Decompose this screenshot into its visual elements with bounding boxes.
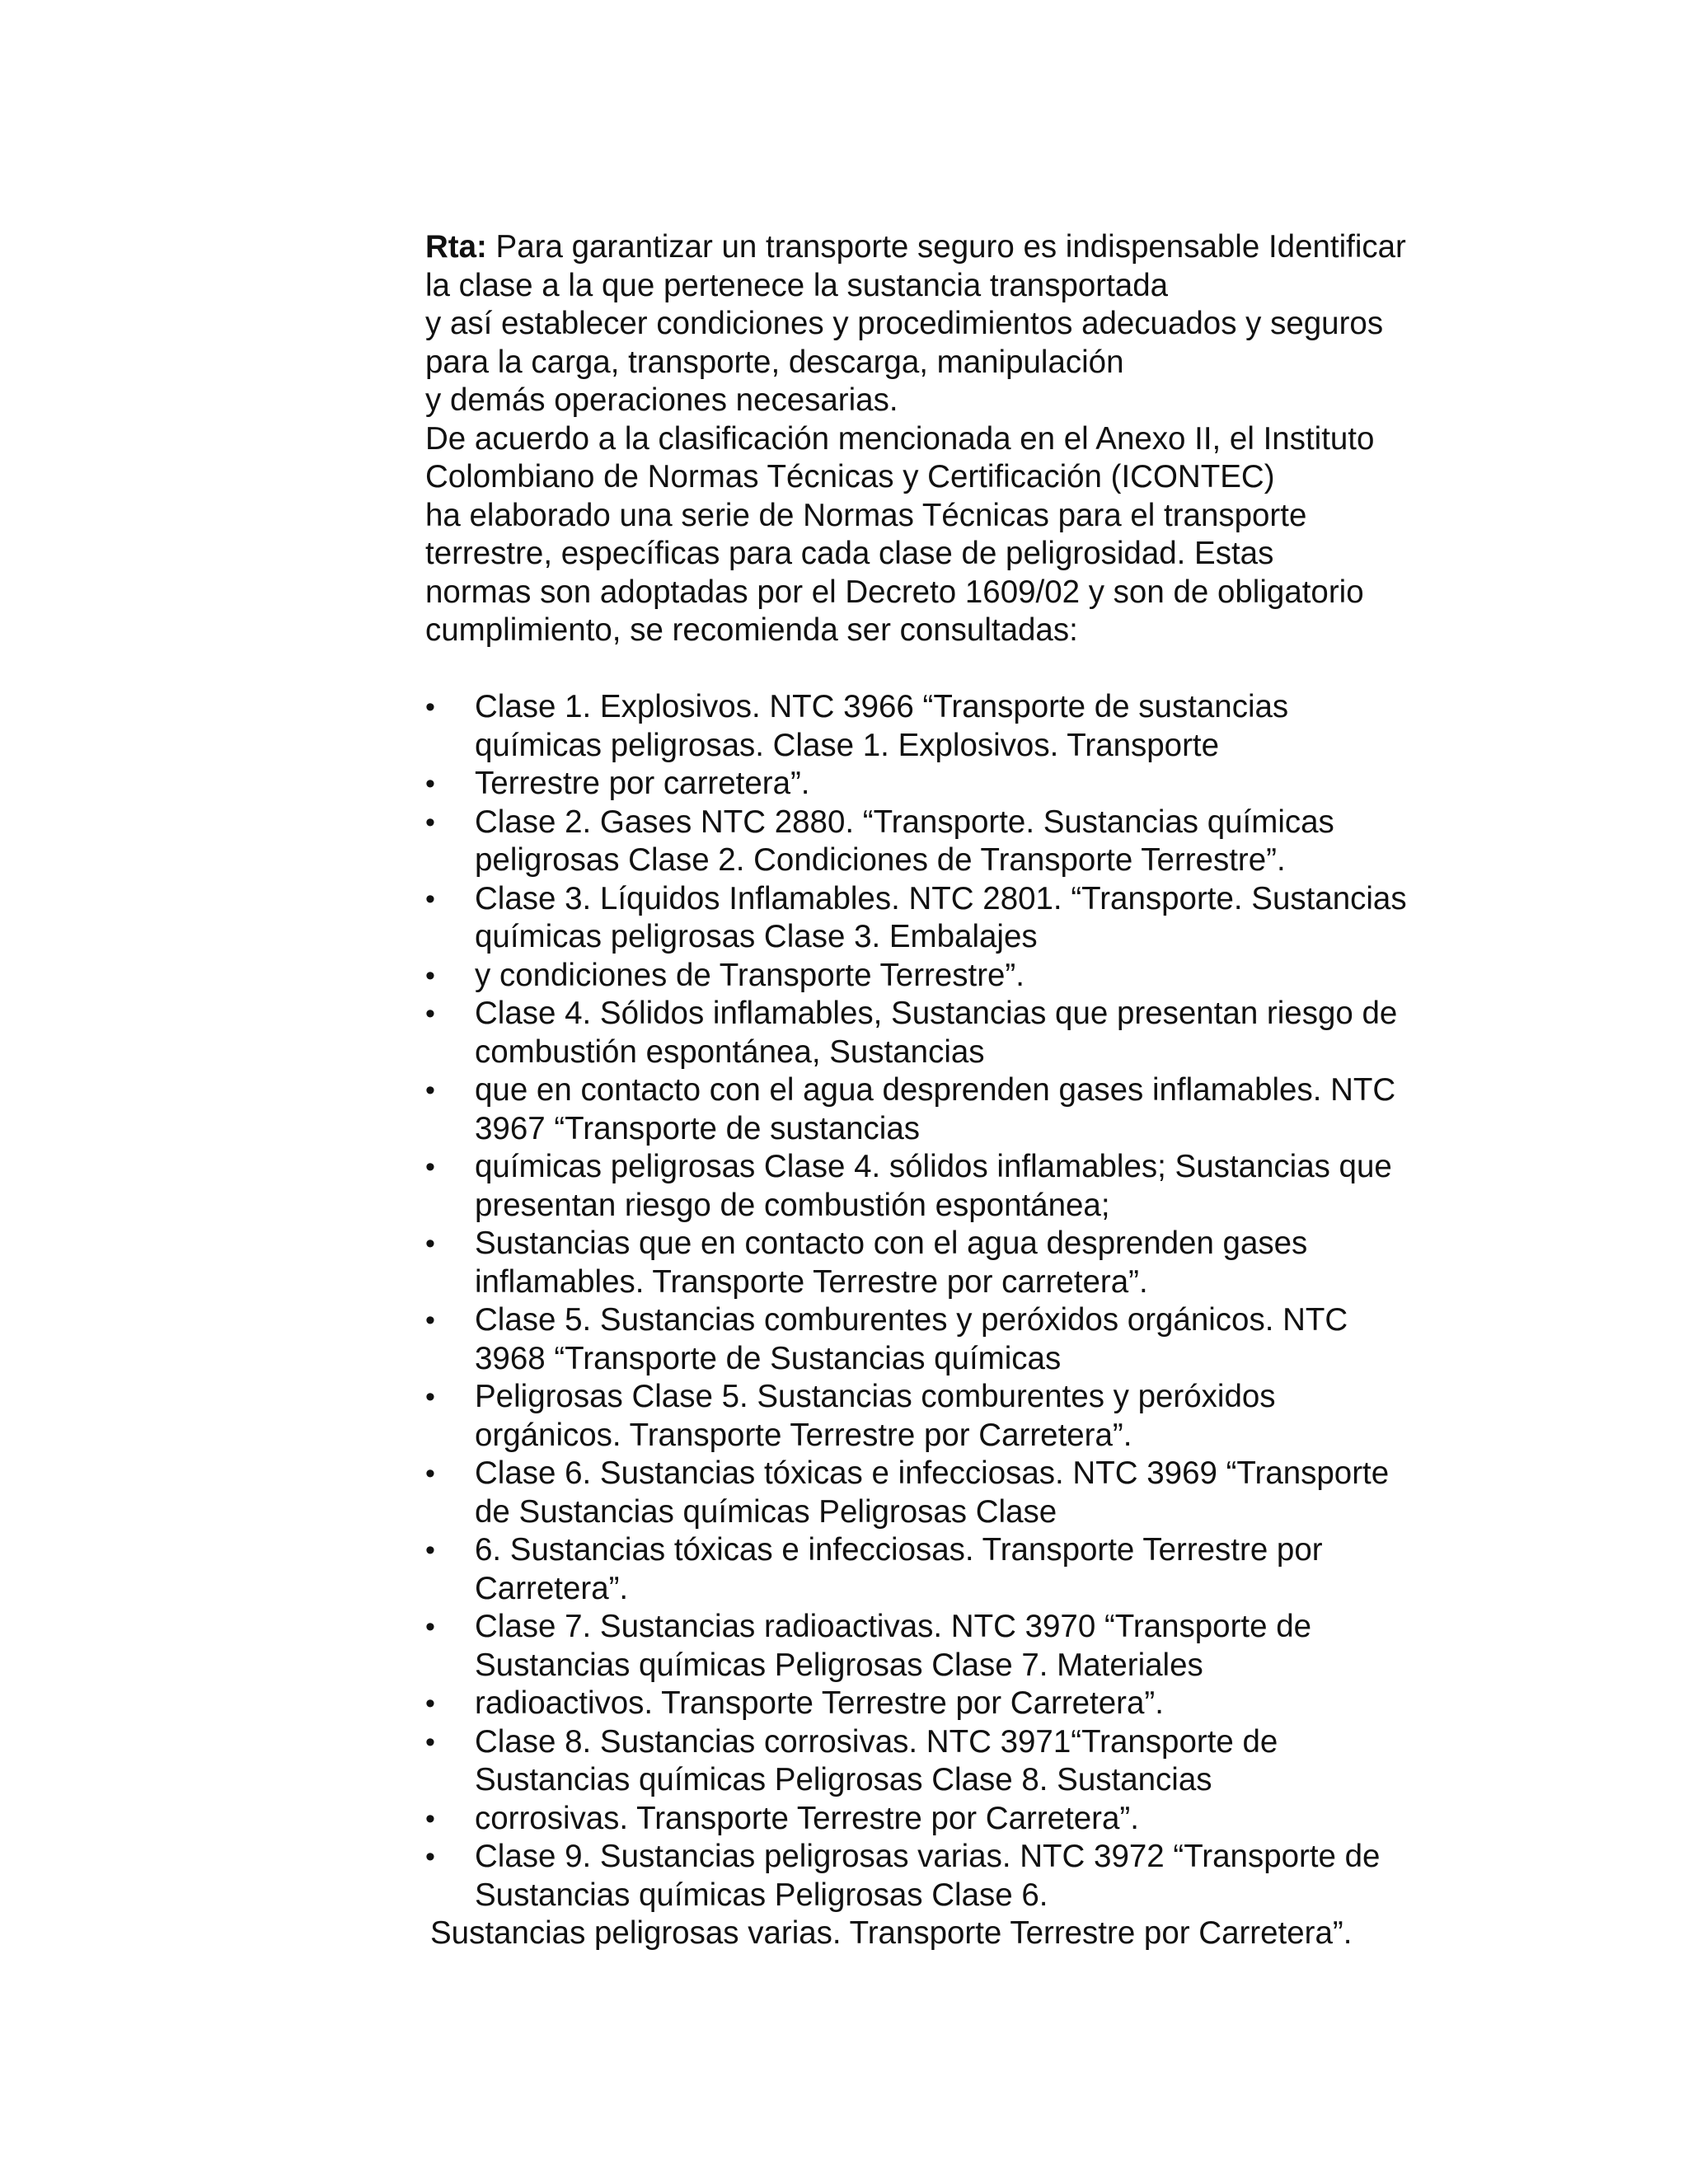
bullet-line: presentan riesgo de combustión espontánea; (475, 1187, 1110, 1223)
bullet-line: Sustancias químicas Peligrosas Clase 6. (475, 1877, 1048, 1913)
bullet-item (425, 1301, 1447, 1378)
bullet-line: • y condiciones de Transporte Terrestre”. (475, 957, 1025, 993)
bullet-item (425, 688, 1447, 765)
bullet-item (425, 1225, 1447, 1301)
bullet-line: • químicas peligrosas Clase 4. sólidos inflamables; Sustancias que (475, 1149, 1392, 1184)
bullet-item (425, 1071, 1447, 1148)
bullet-item (425, 1608, 1447, 1685)
bullet-line: • Clase 1. Explosivos. NTC 3966 “Transporte de sustancias (475, 689, 1289, 724)
bullet-item (425, 957, 1447, 996)
intro-line: normas son adoptadas por el Decreto 1609/02 y son de obligatorio (425, 574, 1364, 610)
bullet-item (425, 995, 1447, 1071)
intro-line: terrestre, específicas para cada clase de peligrosidad. Estas (425, 536, 1274, 571)
paragraph-spacer (425, 650, 1447, 689)
bullet-line: • Terrestre por carretera”. (475, 766, 810, 801)
bullet-line: • Clase 5. Sustancias comburentes y peróxidos orgánicos. NTC (475, 1302, 1348, 1338)
bullet-item (425, 880, 1447, 957)
intro-line: y así establecer condiciones y procedimientos adecuados y seguros (425, 306, 1384, 341)
bullet-item (425, 1148, 1447, 1225)
bullet-item (425, 1723, 1447, 1800)
bullet-item (425, 1531, 1447, 1608)
bullet-line: • 6. Sustancias tóxicas e infecciosas. Transporte Terrestre por (475, 1532, 1323, 1568)
bullet-item (425, 765, 1447, 804)
intro-line-text: Para garantizar un transporte seguro es indispensable Identificar (486, 229, 1406, 265)
bullet-line: Sustancias químicas Peligrosas Clase 7. Materiales (475, 1647, 1203, 1683)
intro-line: y demás operaciones necesarias. (425, 382, 898, 418)
bullet-item (425, 1455, 1447, 1531)
bullet-line: inflamables. Transporte Terrestre por carretera”. (475, 1263, 1148, 1300)
bullet-line: Carretera”. (475, 1570, 629, 1606)
bullet-item (425, 1838, 1447, 1915)
bullet-line: químicas peligrosas. Clase 1. Explosivos. Transporte (475, 727, 1220, 763)
bullet-line: químicas peligrosas Clase 3. Embalajes (475, 919, 1038, 954)
intro-paragraph (425, 228, 1447, 650)
bullet-line: • corrosivas. Transporte Terrestre por Carretera”. (475, 1800, 1139, 1836)
bullet-line: • que en contacto con el agua desprenden gases inflamables. NTC (475, 1072, 1396, 1108)
bullet-item (425, 1378, 1447, 1455)
bullet-line: • Sustancias que en contacto con el agua desprenden gases (475, 1226, 1308, 1261)
bullet-line: • Peligrosas Clase 5. Sustancias comburentes y peróxidos (475, 1379, 1276, 1414)
bullet-list (425, 688, 1447, 1915)
bullet-line: • Clase 8. Sustancias corrosivas. NTC 3971“Transporte de (475, 1723, 1278, 1760)
bullet-item (425, 1685, 1447, 1723)
bullet-item (425, 1800, 1447, 1839)
bullet-line: de Sustancias químicas Peligrosas Clase (475, 1493, 1057, 1530)
bullet-item (425, 804, 1447, 880)
intro-line: para la carga, transporte, descarga, manipulación (425, 344, 1124, 380)
bullet-line: combustión espontánea, Sustancias (475, 1033, 985, 1070)
bullet-line: orgánicos. Transporte Terrestre por Carretera”. (475, 1417, 1132, 1453)
document-body (425, 228, 1447, 1953)
intro-line: la clase a la que pertenece la sustancia transportada (425, 267, 1169, 303)
intro-line: Colombiano de Normas Técnicas y Certificación (ICONTEC) (425, 459, 1275, 494)
bullet-line: Sustancias químicas Peligrosas Clase 8. Sustancias (475, 1762, 1212, 1797)
answer-label: Rta: (425, 229, 487, 265)
intro-line: cumplimiento, se recomienda ser consultadas: (425, 612, 1078, 648)
bullet-line: 3967 “Transporte de sustancias (475, 1110, 921, 1146)
intro-line: De acuerdo a la clasificación mencionada en el Anexo II, el Instituto (425, 420, 1375, 457)
bullet-line: • Clase 4. Sólidos inflamables, Sustancias que presentan riesgo de (475, 996, 1398, 1031)
bullet-line: • Clase 9. Sustancias peligrosas varias. NTC 3972 “Transporte de (475, 1839, 1381, 1874)
bullet-line: • Clase 3. Líquidos Inflamables. NTC 2801. “Transporte. Sustancias (475, 880, 1407, 916)
bullet-line: • radioactivos. Transporte Terrestre por Carretera”. (475, 1685, 1164, 1721)
bullet-line: peligrosas Clase 2. Condiciones de Transporte Terrestre”. (475, 842, 1286, 878)
bullet-line: • Clase 6. Sustancias tóxicas e infecciosas. NTC 3969 “Transporte (475, 1455, 1390, 1491)
closing-line: Sustancias peligrosas varias. Transporte Terrestre por Carretera”. (430, 1915, 1353, 1951)
bullet-line: 3968 “Transporte de Sustancias químicas (475, 1340, 1062, 1376)
bullet-line: • Clase 7. Sustancias radioactivas. NTC 3970 “Transporte de (475, 1609, 1312, 1644)
bullet-line: • Clase 2. Gases NTC 2880. “Transporte. Sustancias químicas (475, 804, 1334, 840)
intro-line (425, 228, 1447, 267)
intro-line: ha elaborado una serie de Normas Técnicas para el transporte (425, 497, 1307, 533)
